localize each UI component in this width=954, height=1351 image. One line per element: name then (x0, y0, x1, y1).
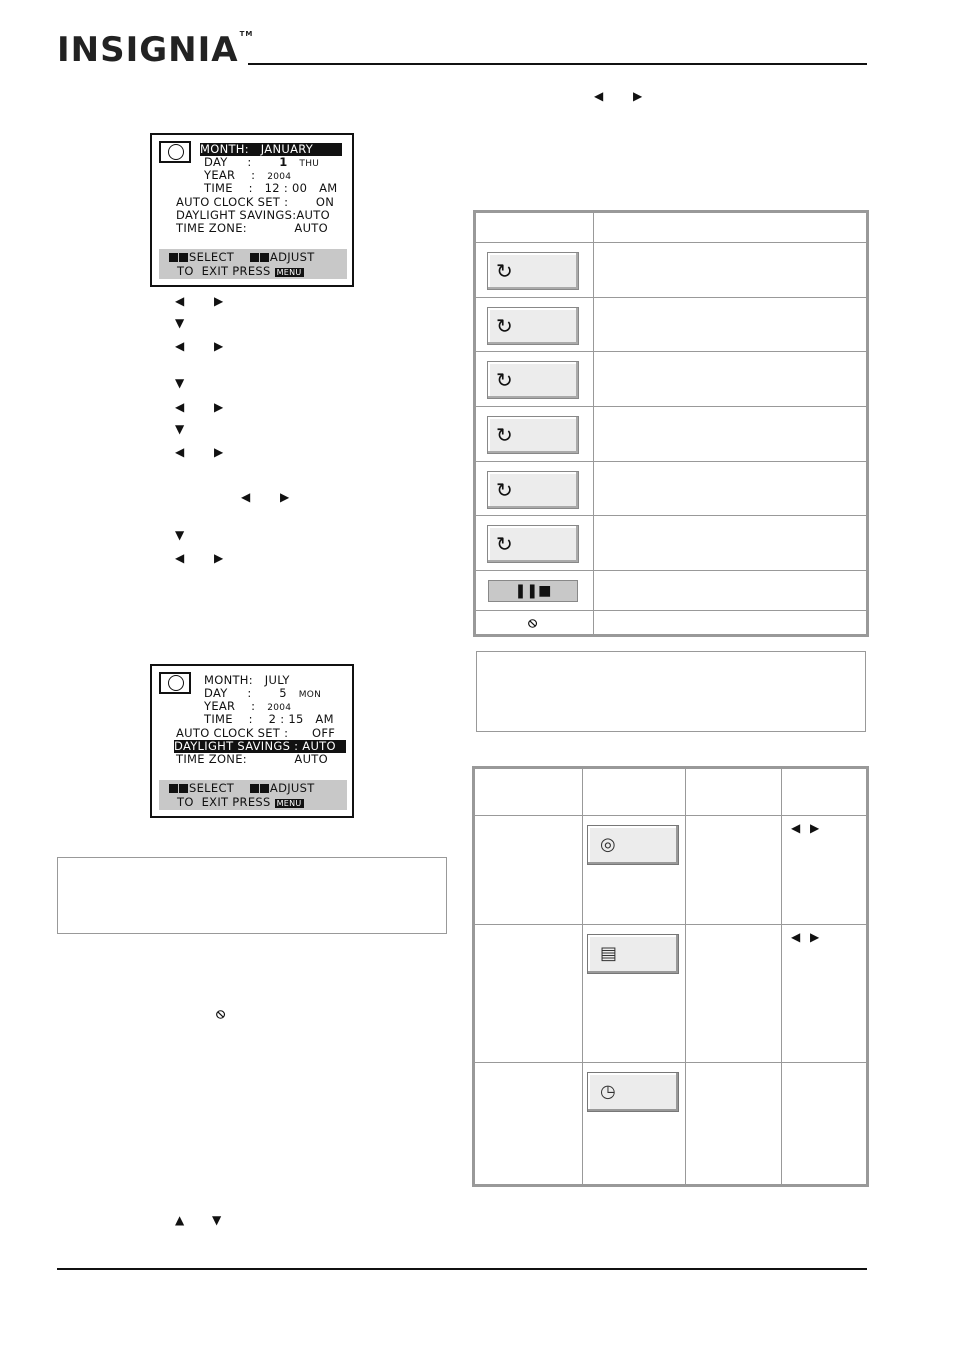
functions-row-2-keys (782, 925, 868, 1063)
osd2-day-label: DAY : (204, 686, 280, 700)
repeat-row-5-icon-cell (475, 462, 594, 516)
osd1-adjust-label: ADJUST (269, 250, 315, 264)
repeat-row-2-desc (594, 298, 868, 352)
osd1-auto-clock: AUTO CLOCK SET : ON (176, 195, 335, 209)
repeat-mode-table (473, 210, 869, 637)
functions-row-1-icon-cell (583, 816, 686, 925)
functions-row-1-desc (686, 816, 782, 925)
osd2-menu-tag: MENU (276, 799, 302, 808)
repeat-table-header-cell (594, 212, 868, 243)
clock-setup-screen-2 (150, 664, 354, 818)
repeat-row-6-desc (594, 516, 868, 571)
insignia-logo (57, 30, 253, 70)
disc-button (587, 825, 679, 865)
down-arrow-icon: ▼ (175, 528, 185, 542)
logo-text: INSIGNIA (57, 30, 239, 70)
osd2-select-label: SELECT (189, 781, 235, 795)
osd1-year-label: YEAR : (204, 168, 268, 182)
repeat-button (487, 307, 579, 345)
clock-icon (159, 672, 191, 694)
functions-row-3-desc (686, 1063, 782, 1186)
time-button (587, 1072, 679, 1112)
right-arrow-icon: ▶ (214, 294, 224, 308)
pause-stop-icon: ❚❚■ (488, 580, 578, 602)
clock-setup-screen-1 (150, 133, 354, 287)
repeat-row-4-icon-cell (475, 407, 594, 462)
repeat-row-4-desc (594, 407, 868, 462)
osd1-day-value: 1 (279, 155, 288, 169)
osd2-year-label: YEAR : (204, 699, 268, 713)
osd1-exit-label: TO EXIT PRESS (177, 264, 275, 278)
repeat-button (487, 252, 579, 290)
right-arrow-icon: ▶ (214, 551, 224, 565)
repeat-button (487, 416, 579, 454)
osd1-menu-tag: MENU (276, 268, 302, 277)
header-rule (248, 63, 867, 65)
left-arrow-icon: ◀ (791, 930, 801, 944)
repeat-icon: ↻ (496, 532, 513, 556)
left-arrow-icon: ◀ (175, 551, 185, 565)
repeat-icon: ↻ (496, 478, 513, 502)
down-arrow-icon: ▼ (175, 376, 185, 390)
left-arrow-icon: ◀ (175, 294, 185, 308)
functions-header-cell (583, 768, 686, 816)
repeat-icon: ↻ (496, 423, 513, 447)
osd2-footer-select-row (169, 782, 315, 795)
functions-header-cell (782, 768, 868, 816)
osd1-footer (159, 249, 347, 279)
functions-header-cell (474, 768, 583, 816)
film-button (587, 934, 679, 974)
left-arrow-icon: ◀ (175, 445, 185, 459)
repeat-row-3-desc (594, 352, 868, 407)
up-arrow-icon: ▲ (175, 1213, 185, 1227)
repeat-row-1-icon-cell (475, 243, 594, 298)
prohibit-desc (594, 611, 868, 636)
osd2-daylight: DAYLIGHT SAVINGS : AUTO (174, 740, 346, 753)
repeat-row-2-icon-cell (475, 298, 594, 352)
osd1-time-zone: TIME ZONE: AUTO (176, 221, 328, 235)
repeat-table-header-cell (475, 212, 594, 243)
repeat-icon: ↻ (496, 259, 513, 283)
functions-row-1-label (474, 816, 583, 925)
display-functions-table (472, 766, 869, 1187)
right-arrow-icon: ▶ (810, 821, 820, 835)
right-arrow-icon: ▶ (214, 445, 224, 459)
right-arrow-icon: ▶ (280, 490, 290, 504)
repeat-row-1-desc (594, 243, 868, 298)
left-arrow-icon: ◀ (594, 89, 604, 103)
osd1-day-label: DAY : (204, 155, 280, 169)
repeat-row-3-icon-cell (475, 352, 594, 407)
right-arrow-icon: ▶ (214, 339, 224, 353)
note-box-right (476, 651, 866, 732)
down-arrow-icon: ▼ (212, 1213, 222, 1227)
down-arrow-icon: ▼ (175, 316, 185, 330)
osd2-month: MONTH: JULY (204, 673, 290, 687)
functions-row-2-icon-cell (583, 925, 686, 1063)
functions-row-2-desc (686, 925, 782, 1063)
functions-row-1-keys (782, 816, 868, 925)
functions-row-3-icon-cell (583, 1063, 686, 1186)
osd1-year-value: 2004 (267, 172, 292, 182)
osd2-footer (159, 780, 347, 810)
left-arrow-icon: ◀ (241, 490, 251, 504)
repeat-button (487, 361, 579, 399)
osd2-footer-exit-row (177, 796, 304, 810)
osd2-day-value: 5 (279, 686, 287, 700)
repeat-icon: ↻ (496, 314, 513, 338)
clock-icon (159, 141, 191, 163)
repeat-icon: ↻ (496, 368, 513, 392)
down-arrow-icon: ▼ (175, 422, 185, 436)
osd1-time: TIME : 12 : 00 AM (204, 181, 338, 195)
osd1-footer-select-row (169, 251, 315, 264)
prohibit-cell (475, 611, 594, 636)
functions-header-cell (686, 768, 782, 816)
prohibit-icon: ⦸ (528, 615, 538, 631)
left-arrow-icon: ◀ (175, 400, 185, 414)
repeat-button (487, 471, 579, 509)
osd2-auto-clock: AUTO CLOCK SET : OFF (176, 726, 336, 740)
prohibit-icon: ⦸ (216, 1006, 226, 1022)
right-arrow-icon: ▶ (214, 400, 224, 414)
film-icon: ▤ (600, 943, 618, 964)
trademark-mark: TM (239, 30, 254, 38)
functions-row-2-label (474, 925, 583, 1063)
left-arrow-icon: ◀ (175, 339, 185, 353)
pause-stop-cell (475, 571, 594, 611)
note-box-left (57, 857, 447, 934)
disc-icon: ◎ (600, 834, 616, 855)
repeat-button (487, 525, 579, 563)
right-arrow-icon: ▶ (810, 930, 820, 944)
osd2-time-zone: TIME ZONE: AUTO (176, 752, 328, 766)
osd1-select-label: SELECT (189, 250, 235, 264)
osd2-time: TIME : 2 : 15 AM (204, 712, 334, 726)
osd1-month: MONTH: JANUARY (200, 143, 342, 156)
footer-rule (57, 1268, 867, 1270)
osd2-year-value: 2004 (267, 703, 292, 713)
osd1-day-name: THU (299, 159, 320, 169)
osd2-exit-label: TO EXIT PRESS (177, 795, 275, 809)
repeat-row-5-desc (594, 462, 868, 516)
osd1-footer-exit-row (177, 265, 304, 279)
pause-stop-desc (594, 571, 868, 611)
osd2-adjust-label: ADJUST (269, 781, 315, 795)
clock-icon: ◷ (600, 1081, 616, 1102)
functions-row-3-label (474, 1063, 583, 1186)
repeat-row-6-icon-cell (475, 516, 594, 571)
right-arrow-icon: ▶ (633, 89, 643, 103)
osd1-daylight: DAYLIGHT SAVINGS:AUTO (176, 208, 330, 222)
left-arrow-icon: ◀ (791, 821, 801, 835)
functions-row-3-keys (782, 1063, 868, 1186)
osd2-day-name: MON (298, 690, 322, 700)
